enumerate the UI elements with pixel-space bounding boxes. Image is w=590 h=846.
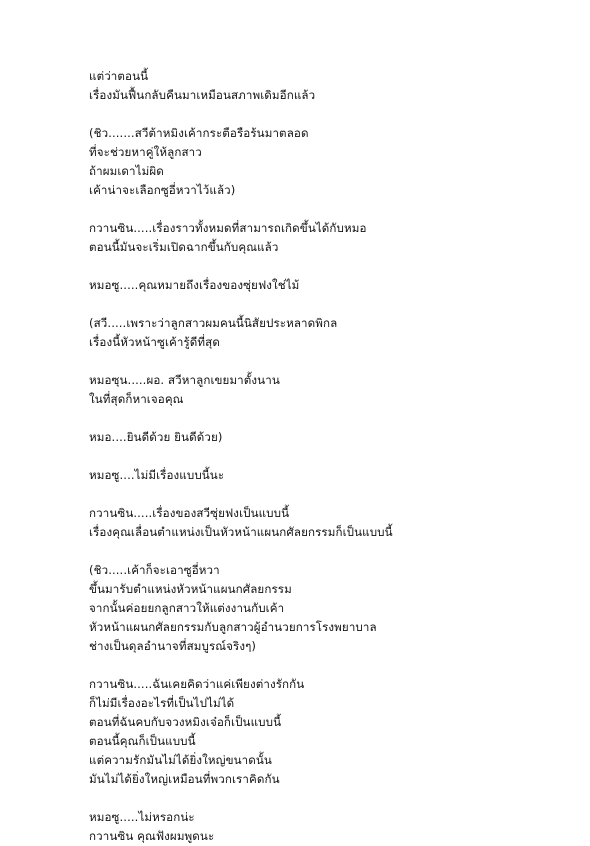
paragraph xyxy=(89,808,569,846)
text-line: ในที่สุดก็หาเจอคุณ xyxy=(89,392,184,406)
text-line: แต่ว่าตอนนี้ xyxy=(89,69,149,83)
text-line: ขึ้นมารับตำแหน่งหัวหน้าแผนกศัลยกรรม xyxy=(89,582,292,596)
paragraph xyxy=(89,561,569,656)
text-line: กวานซิน.....ฉันเคยคิดว่าแค่เพียงต่างรักกัน xyxy=(89,677,305,691)
paragraph xyxy=(89,124,569,200)
text-line: แต่ความรักมันไม่ได้ยิ่งใหญ่ขนาดนั้น xyxy=(89,753,272,767)
paragraph xyxy=(89,276,569,295)
paragraph xyxy=(89,314,569,352)
text-line: เค้าน่าจะเลือกซูอี่หวาไว้แล้ว) xyxy=(89,183,236,197)
paragraph xyxy=(89,428,569,447)
text-line: ตอนนี้คุณก็เป็นแบบนี้ xyxy=(89,734,196,748)
paragraph xyxy=(89,466,569,485)
text-line: ที่จะช่วยหาคู่ให้ลูกสาว xyxy=(89,145,202,159)
text-line: หมอซู.....คุณหมายถึงเรื่องของซุ่ยฟงใช่ไม้ xyxy=(89,278,300,292)
text-line: กวานซิน.....เรื่องของสวีซุ่ยฟงเป็นแบบนี้ xyxy=(89,506,290,520)
paragraph xyxy=(89,675,569,789)
text-line: มันไม่ได้ยิ่งใหญ่เหมือนที่พวกเราคิดกัน xyxy=(89,772,280,786)
text-line: หมอ....ยินดีด้วย ยินดีด้วย) xyxy=(89,430,223,444)
text-line: จากนั้นค่อยยกลูกสาวให้แต่งงานกับเค้า xyxy=(89,601,285,615)
text-line: ตอนที่ฉันคบกับจวงหมิงเจ๋อก็เป็นแบบนี้ xyxy=(89,715,282,729)
document-page xyxy=(89,67,569,846)
paragraph xyxy=(89,67,569,105)
text-line: กวานซิน คุณฟังผมพูดนะ xyxy=(89,829,215,843)
text-line: เรื่องมันฟื้นกลับคืนมาเหมือนสภาพเดิมอีกแล้ว xyxy=(89,88,316,102)
text-line: กวานซิน.....เรื่องราวทั้งหมดที่สามารถเกิดขึ้นได้กับหมอ xyxy=(89,221,367,235)
text-line: ตอนนี้มันจะเริ่มเปิดฉากขึ้นกับคุณแล้ว xyxy=(89,240,279,254)
text-line: เรื่องนี้หัวหน้าซูเค้ารู้ดีที่สุด xyxy=(89,335,220,349)
text-line: ก็ไม่มีเรื่องอะไรที่เป็นไปไม่ได้ xyxy=(89,696,235,710)
text-line: (สวี.....เพราะว่าลูกสาวผมคนนี้นิสัยประหลาดพิกล xyxy=(89,316,338,330)
paragraph xyxy=(89,371,569,409)
paragraph xyxy=(89,219,569,257)
text-line: หัวหน้าแผนกศัลยกรรมกับลูกสาวผู้อำนวยการโรงพยาบาล xyxy=(89,620,377,634)
text-line: (ชิว.....เค้าก็จะเอาซูอี่หวา xyxy=(89,563,220,577)
text-line: (ชิว.......สวีต้าหมิงเค้ากระตือรือร้นมาตลอด xyxy=(89,126,309,140)
paragraph xyxy=(89,504,569,542)
text-line: หมอซู.....ไม่หรอกน่ะ xyxy=(89,810,195,824)
text-line: หมอซู....ไม่มีเรื่องแบบนี้นะ xyxy=(89,468,225,482)
text-line: เรื่องคุณเลื่อนตำแหน่งเป็นหัวหน้าแผนกศัลยกรรมก็เป็นแบบนี้ xyxy=(89,525,393,539)
text-line: ถ้าผมเดาไม่ผิด xyxy=(89,164,164,178)
text-line: ช่างเป็นดุลอำนาจที่สมบูรณ์จริงๆ) xyxy=(89,639,257,653)
text-line: หมอซุน.....ผอ. สวีหาลูกเขยมาตั้งนาน xyxy=(89,373,280,387)
